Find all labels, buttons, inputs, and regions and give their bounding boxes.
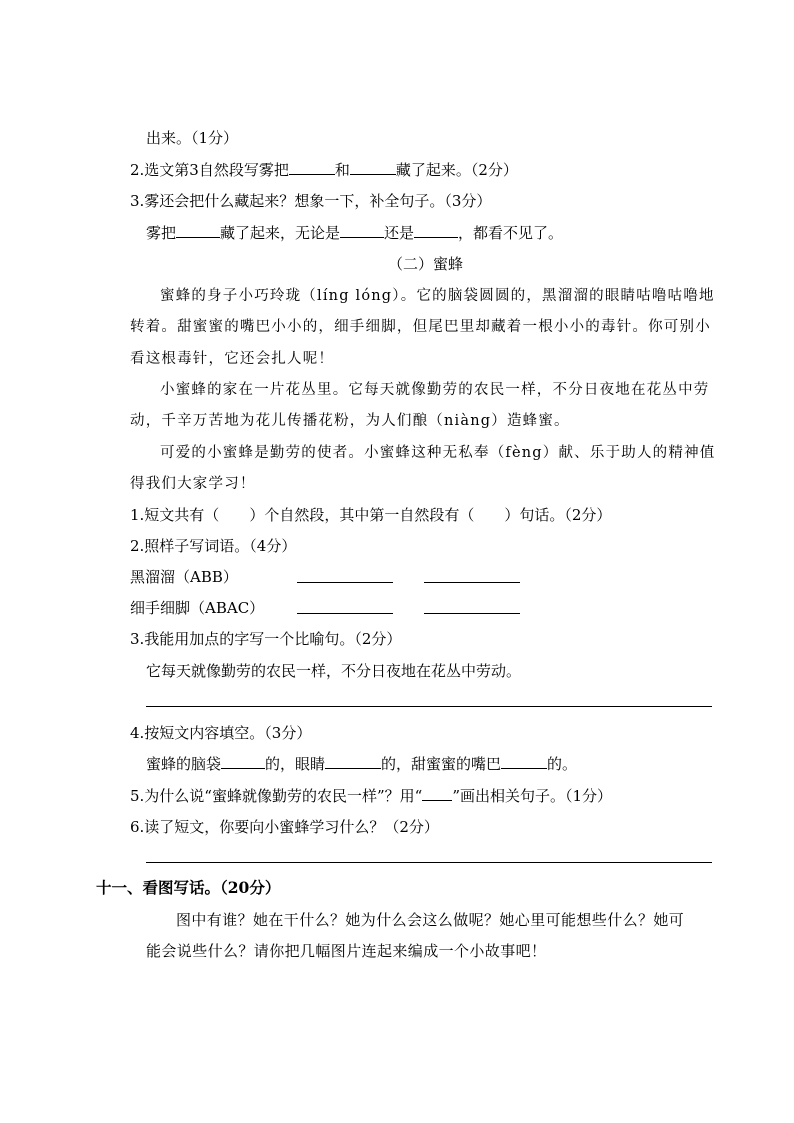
section-11-line1: 图中有谁？她在干什么？她为什么会这么做呢？她心里可能想些什么？她可 xyxy=(176,911,685,929)
blank[interactable] xyxy=(176,223,220,238)
q4-text-a: 蜜蜂的脑袋 xyxy=(146,755,222,773)
question-2 xyxy=(130,160,518,180)
q3-text-c: 还是 xyxy=(384,224,415,242)
q4-text-b: 的，眼睛 xyxy=(265,755,326,773)
q3-text-a: 雾把 xyxy=(146,224,177,242)
question-2-text-a: 2.选文第3自然段写雾把 xyxy=(130,161,289,179)
answer-line[interactable] xyxy=(424,582,520,583)
section-11-title: 十一、看图写话。（20分） xyxy=(96,878,281,897)
p2-question-1 xyxy=(130,505,611,525)
q5-text-b: ”画出相关句子。（1分） xyxy=(452,787,613,805)
q1-text-b: ）个自然段，其中第一自然段有（ xyxy=(249,506,475,524)
question-3-sentence xyxy=(146,223,563,243)
q3-text-d: ，都看不见了。 xyxy=(458,224,564,242)
blank[interactable] xyxy=(289,160,335,175)
passage-p3-line1: 可爱的小蜜蜂是勤劳的使者。小蜜蜂这种无私奉（fèng）献、乐于助人的精神值 xyxy=(160,445,716,461)
q1-text-c: ）句话。（2分） xyxy=(504,506,612,524)
blank[interactable] xyxy=(501,754,547,769)
blank[interactable] xyxy=(414,223,458,238)
q1-text-a: 1.短文共有（ xyxy=(130,506,220,524)
question-2-text-b: 和 xyxy=(334,161,350,179)
passage-title: （二）蜜蜂 xyxy=(388,255,464,273)
blank[interactable] xyxy=(350,160,396,175)
passage-p1-line2: 转着。甜蜜蜜的嘴巴小小的，细手细脚，但尾巴里却藏着一根小小的毒针。你可别小 xyxy=(130,319,711,335)
p2-question-4: 4.按短文内容填空。（3分） xyxy=(130,724,312,742)
section-11-line2: 能会说些什么？请你把几幅图片连起来编成一个小故事吧！ xyxy=(146,942,547,960)
p2-question-5 xyxy=(130,786,612,806)
abb-label: 黑溜溜（ABB） xyxy=(130,568,238,586)
q3-text-b: 藏了起来，无论是 xyxy=(220,224,341,242)
passage-p2-line1: 小蜜蜂的家在一片花丛里。它每天就像勤劳的农民一样，不分日夜地在花丛中劳 xyxy=(160,382,710,398)
p2-question-4-blanks xyxy=(146,754,577,774)
q1-continuation: 出来。（1分） xyxy=(146,129,239,147)
question-3: 3.雾还会把什么藏起来？想象一下，补全句子。（3分） xyxy=(130,192,492,210)
blank[interactable] xyxy=(340,223,384,238)
p2-question-6: 6.读了短文，你要向小蜜蜂学习什么？（2分） xyxy=(130,818,439,836)
q4-text-d: 的。 xyxy=(547,755,578,773)
abac-label: 细手细脚（ABAC） xyxy=(130,599,265,617)
answer-line[interactable] xyxy=(297,613,393,614)
blank[interactable] xyxy=(221,754,265,769)
passage-p3-line2: 得我们大家学习！ xyxy=(130,476,256,492)
p2-question-3-sentence: 它每天就像勤劳的农民一样，不分日夜地在花丛中劳动。 xyxy=(146,662,522,680)
passage-p1-line3: 看这根毒针，它还会扎人呢！ xyxy=(130,351,335,367)
passage-p2-line2: 动，千辛万苦地为花儿传播花粉，为人们酿（niàng）造蜂蜜。 xyxy=(130,413,570,429)
blank[interactable] xyxy=(325,754,381,769)
answer-line[interactable] xyxy=(146,862,712,863)
question-2-text-c: 藏了起来。（2分） xyxy=(395,161,518,179)
q4-text-c: 的，甜蜜蜜的嘴巴 xyxy=(381,755,502,773)
p2-question-2: 2.照样子写词语。（4分） xyxy=(130,537,297,555)
answer-line[interactable] xyxy=(146,706,712,707)
underline-sample xyxy=(422,786,452,801)
p2-question-3: 3.我能用加点的字写一个比喻句。（2分） xyxy=(130,630,402,648)
passage-p1-line1: 蜜蜂的身子小巧玲珑（líng lóng）。它的脑袋圆圆的，黑溜溜的眼睛咕噜咕噜地 xyxy=(160,288,715,304)
answer-line[interactable] xyxy=(297,582,393,583)
answer-line[interactable] xyxy=(424,613,520,614)
q5-text-a: 5.为什么说“蜜蜂就像勤劳的农民一样”？用“ xyxy=(130,787,423,805)
